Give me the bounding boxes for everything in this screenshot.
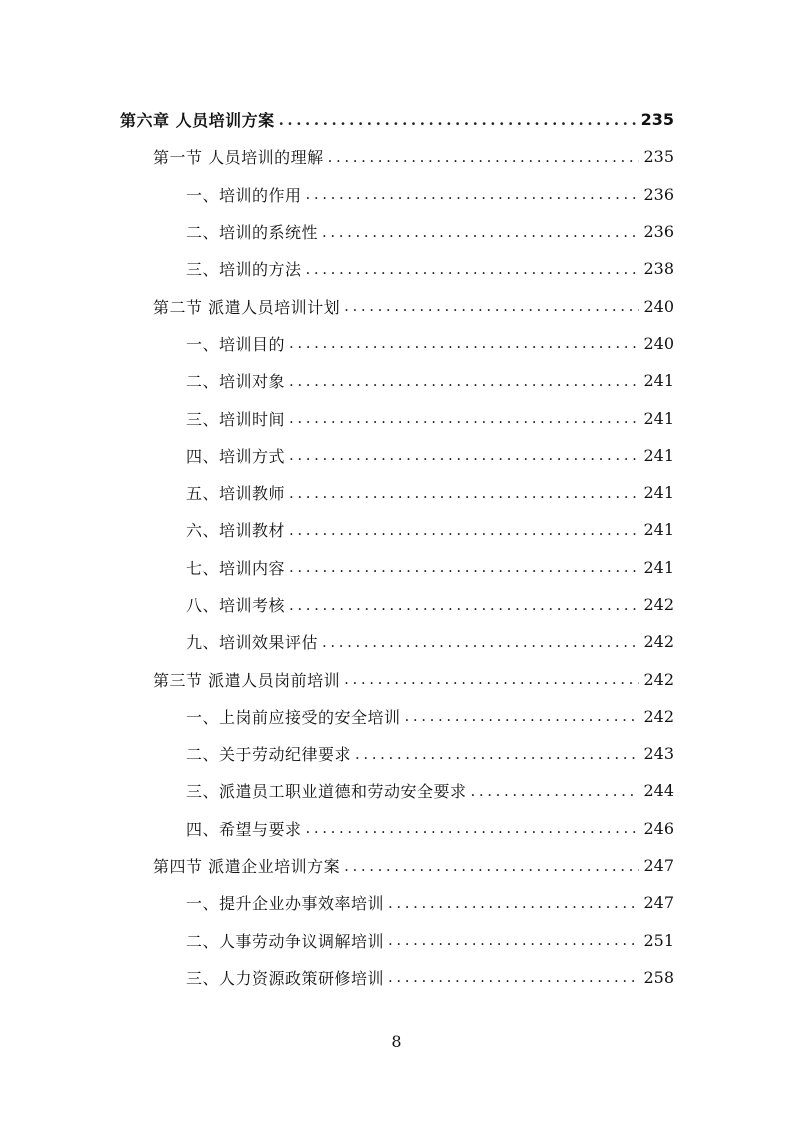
toc-dot-leader <box>328 148 640 166</box>
toc-subsection-entry[interactable] <box>0 698 793 735</box>
toc-entry-page: 242 <box>643 595 674 614</box>
toc-entry-title: 二、人事劳动争议调解培训 <box>186 931 385 951</box>
toc-entry-page: 241 <box>643 483 674 503</box>
toc-dot-leader <box>471 782 640 800</box>
toc-entry-title: 一、培训目的 <box>186 334 286 354</box>
toc-entry-page: 241 <box>643 557 674 577</box>
toc-dot-leader <box>405 707 640 725</box>
toc-entry-page: 236 <box>643 184 674 204</box>
toc-entry-title: 二、培训对象 <box>186 372 286 392</box>
toc-entry-title: 三、派遣员工职业道德和劳动安全要求 <box>186 782 467 802</box>
toc-subsection-entry[interactable] <box>0 399 793 436</box>
toc-dot-leader <box>289 521 639 539</box>
toc-entry-title: 一、培训的作用 <box>186 185 302 205</box>
toc-entry-title: 第一节 人员培训的理解 <box>153 148 324 168</box>
toc-dot-leader <box>388 894 639 912</box>
toc-entry-page: 242 <box>643 669 674 689</box>
toc-entry-page: 241 <box>643 520 674 540</box>
toc-chapter-entry[interactable] <box>0 101 793 138</box>
toc-entry-title: 第四节 派遣企业培训方案 <box>153 857 341 877</box>
toc-entry-page: 241 <box>643 445 674 465</box>
toc-entry-title: 四、希望与要求 <box>186 819 302 839</box>
toc-entry-page: 244 <box>643 781 674 801</box>
toc-subsection-entry[interactable] <box>0 362 793 399</box>
toc-dot-leader <box>289 596 639 614</box>
toc-entry-title: 三、人力资源政策研修培训 <box>186 968 385 988</box>
toc-subsection-entry[interactable] <box>0 623 793 660</box>
table-of-contents <box>0 101 793 996</box>
toc-dot-leader <box>289 409 639 427</box>
toc-dot-leader <box>344 670 639 688</box>
toc-dot-leader <box>289 558 639 576</box>
toc-dot-leader <box>306 185 640 203</box>
toc-dot-leader <box>289 334 639 352</box>
toc-section-entry[interactable] <box>0 847 793 884</box>
toc-entry-page: 241 <box>643 371 674 391</box>
toc-entry-title: 一、提升企业办事效率培训 <box>186 894 385 914</box>
toc-entry-page: 242 <box>643 632 674 652</box>
toc-dot-leader <box>388 931 639 949</box>
toc-subsection-entry[interactable] <box>0 437 793 474</box>
toc-section-entry[interactable] <box>0 287 793 324</box>
toc-dot-leader <box>306 819 640 837</box>
toc-entry-title: 九、培训效果评估 <box>186 633 319 653</box>
toc-dot-leader <box>322 223 639 241</box>
toc-dot-leader <box>289 446 639 464</box>
toc-dot-leader <box>306 260 640 278</box>
toc-entry-title: 第二节 派遣人员培训计划 <box>153 297 341 317</box>
toc-subsection-entry[interactable] <box>0 586 793 623</box>
toc-entry-page: 242 <box>643 706 674 726</box>
toc-entry-page: 246 <box>643 818 674 838</box>
toc-entry-page: 235 <box>643 147 674 167</box>
toc-dot-leader <box>355 745 639 763</box>
toc-subsection-entry[interactable] <box>0 884 793 921</box>
toc-entry-title: 三、培训的方法 <box>186 260 302 280</box>
toc-section-entry[interactable] <box>0 138 793 175</box>
toc-entry-page: 247 <box>643 893 674 913</box>
toc-entry-page: 240 <box>643 296 674 316</box>
toc-entry-page: 236 <box>643 222 674 242</box>
toc-subsection-entry[interactable] <box>0 959 793 996</box>
toc-entry-title: 四、培训方式 <box>186 446 286 466</box>
toc-section-entry[interactable] <box>0 660 793 697</box>
toc-subsection-entry[interactable] <box>0 549 793 586</box>
toc-subsection-entry[interactable] <box>0 922 793 959</box>
toc-subsection-entry[interactable] <box>0 325 793 362</box>
toc-subsection-entry[interactable] <box>0 176 793 213</box>
toc-entry-title: 第六章 人员培训方案 <box>120 111 275 131</box>
toc-entry-page: 240 <box>643 333 674 353</box>
toc-entry-page: 235 <box>640 110 674 130</box>
toc-entry-page: 258 <box>643 967 674 987</box>
toc-entry-title: 六、培训教材 <box>186 521 286 541</box>
toc-entry-title: 一、上岗前应接受的安全培训 <box>186 707 401 727</box>
toc-subsection-entry[interactable] <box>0 772 793 809</box>
toc-entry-page: 241 <box>643 408 674 428</box>
toc-dot-leader <box>289 484 639 502</box>
toc-entry-title: 三、培训时间 <box>186 409 286 429</box>
toc-dot-leader <box>388 968 639 986</box>
toc-subsection-entry[interactable] <box>0 810 793 847</box>
toc-entry-title: 二、培训的系统性 <box>186 223 319 243</box>
toc-entry-page: 243 <box>643 744 674 764</box>
toc-entry-page: 247 <box>643 856 674 876</box>
toc-entry-title: 二、关于劳动纪律要求 <box>186 745 352 765</box>
toc-subsection-entry[interactable] <box>0 511 793 548</box>
toc-dot-leader <box>344 857 639 875</box>
toc-subsection-entry[interactable] <box>0 213 793 250</box>
toc-dot-leader <box>279 111 637 129</box>
toc-dot-leader <box>322 633 639 651</box>
toc-dot-leader <box>344 297 639 315</box>
toc-entry-page: 238 <box>643 259 674 279</box>
toc-entry-title: 第三节 派遣人员岗前培训 <box>153 670 341 690</box>
toc-subsection-entry[interactable] <box>0 735 793 772</box>
page-number: 8 <box>391 1032 402 1051</box>
toc-subsection-entry[interactable] <box>0 474 793 511</box>
toc-entry-page: 251 <box>643 930 674 950</box>
toc-entry-title: 八、培训考核 <box>186 596 286 615</box>
toc-entry-title: 五、培训教师 <box>186 484 286 504</box>
toc-subsection-entry[interactable] <box>0 250 793 287</box>
toc-dot-leader <box>289 372 639 390</box>
toc-entry-title: 七、培训内容 <box>186 558 286 578</box>
